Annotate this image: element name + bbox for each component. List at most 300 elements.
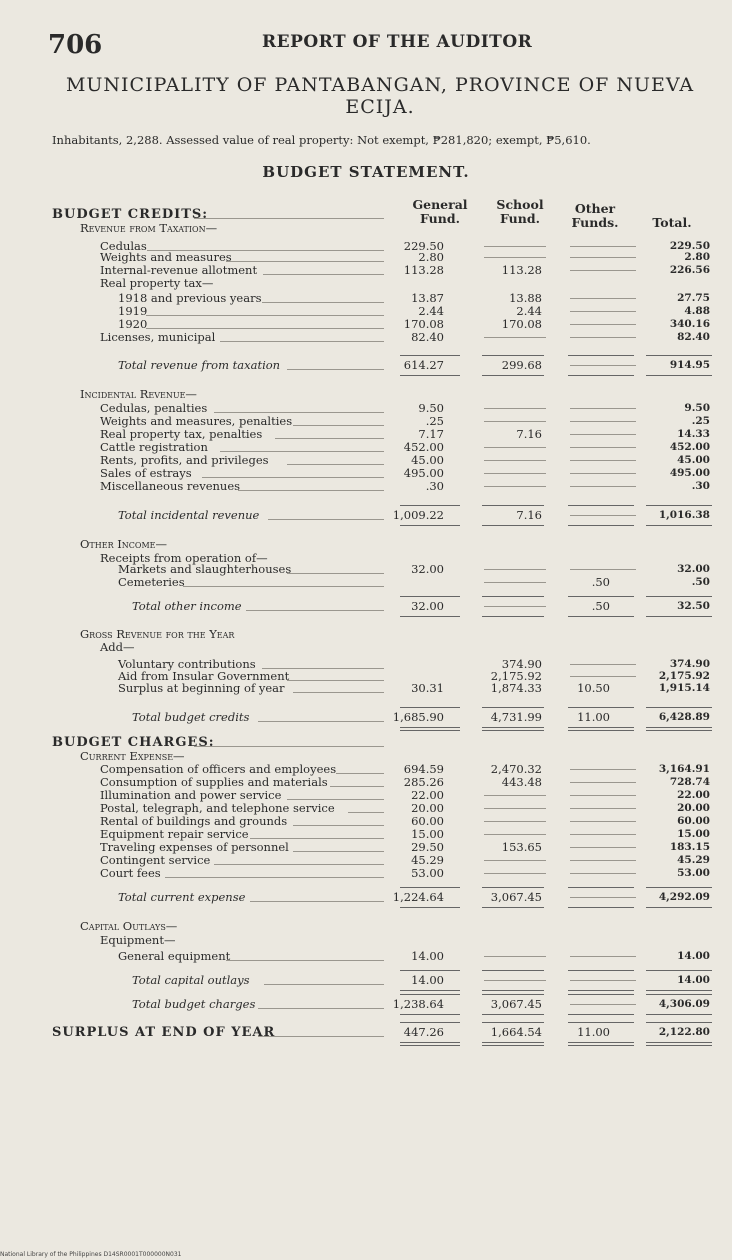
total-rule <box>482 505 544 506</box>
total-row <box>0 509 732 522</box>
cell-total: 226.56 <box>669 264 710 276</box>
cell-general: 82.40 <box>411 330 444 344</box>
cell-total: 4.88 <box>684 305 710 317</box>
cell-general: 29.50 <box>411 840 444 854</box>
empty-cell-line <box>484 795 546 796</box>
total-rule <box>646 1014 712 1015</box>
leader-line <box>194 218 384 219</box>
total-rule <box>646 616 712 617</box>
leader-line <box>250 901 384 902</box>
total-rule <box>568 1022 634 1023</box>
empty-cell-line <box>570 515 636 516</box>
running-title: REPORT OF THE AUDITOR <box>262 32 533 52</box>
cell-total: .30 <box>691 480 710 492</box>
total-rule <box>568 1042 634 1043</box>
row-label: Other Income— <box>80 537 168 551</box>
empty-cell-line <box>570 664 636 665</box>
leader-line <box>238 490 384 491</box>
double-rule <box>482 730 544 731</box>
total-rule <box>482 375 544 376</box>
row-label: BUDGET CREDITS: <box>52 207 209 222</box>
total-rule <box>400 596 460 597</box>
leader-line <box>220 451 384 452</box>
total-rule <box>568 596 634 597</box>
total-rule <box>400 375 460 376</box>
double-rule <box>646 1045 712 1046</box>
cell-total: 2,122.80 <box>658 1026 710 1038</box>
total-rule <box>646 596 712 597</box>
total-rule <box>482 970 544 971</box>
cell-general: 2.44 <box>418 304 444 318</box>
empty-cell-line <box>570 337 636 338</box>
cell-general: 14.00 <box>411 949 444 963</box>
leader-line <box>336 773 384 774</box>
scan-credit: National Library of the Philippines D14SR0001T000000N031 <box>0 1251 182 1258</box>
total-row <box>0 711 732 724</box>
leader-line <box>165 877 384 878</box>
table-row <box>0 480 732 493</box>
row-label: Total budget charges <box>132 997 256 1011</box>
total-rule <box>400 505 460 506</box>
cell-school: 7.16 <box>516 427 542 441</box>
cell-general: 13.87 <box>411 291 444 305</box>
total-rule <box>646 970 712 971</box>
table-row <box>0 292 732 305</box>
row-label: Equipment— <box>100 933 176 947</box>
leader-line <box>275 438 384 439</box>
row-label: Revenue from Taxation— <box>80 221 218 235</box>
leader-line <box>293 851 384 852</box>
row-label: Compensation of officers and employees <box>100 762 337 776</box>
empty-cell-line <box>570 246 636 247</box>
total-rule <box>568 990 634 991</box>
cell-general: 30.31 <box>411 681 444 695</box>
leader-line <box>226 261 384 262</box>
empty-cell-line <box>570 847 636 848</box>
double-rule <box>568 730 634 731</box>
cell-school: 374.90 <box>501 657 542 671</box>
cell-total: .25 <box>691 415 710 427</box>
cell-total: 82.40 <box>677 331 710 343</box>
cell-school: 7.16 <box>516 508 542 522</box>
total-rule <box>646 994 712 995</box>
section-row <box>0 736 732 749</box>
cell-school: 170.08 <box>501 317 542 331</box>
cell-total: 14.00 <box>677 974 710 986</box>
row-label: Internal-revenue allotment <box>100 263 258 277</box>
row-label: Markets and slaughterhouses <box>118 562 292 576</box>
empty-cell-line <box>570 365 636 366</box>
total-rule <box>568 970 634 971</box>
total-rule <box>400 887 460 888</box>
cell-total: 728.74 <box>669 776 710 788</box>
total-rule <box>482 616 544 617</box>
table-row <box>0 682 732 695</box>
cell-general: 452.00 <box>403 440 444 454</box>
cell-school: 2.44 <box>516 304 542 318</box>
empty-cell-line <box>570 257 636 258</box>
empty-cell-line <box>570 808 636 809</box>
cell-school: 1,874.33 <box>490 681 542 695</box>
row-label: Add— <box>100 640 135 654</box>
subsection-row <box>0 538 732 551</box>
cell-general: 495.00 <box>403 466 444 480</box>
cell-total: 45.00 <box>677 454 710 466</box>
total-rule <box>482 1022 544 1023</box>
leader-line <box>258 721 384 722</box>
cell-general: .30 <box>425 479 444 493</box>
budget-statement-title: BUDGET STATEMENT. <box>262 163 470 181</box>
row-label: Rental of buildings and grounds <box>100 814 288 828</box>
cell-total: 4,292.09 <box>658 891 710 903</box>
total-rule <box>400 1042 460 1043</box>
cell-total: 183.15 <box>669 841 710 853</box>
total-rule <box>482 727 544 728</box>
cell-school: 3,067.45 <box>490 997 542 1011</box>
row-label: Equipment repair service <box>100 827 249 841</box>
total-rule <box>482 990 544 991</box>
cell-total: 14.33 <box>677 428 710 440</box>
row-label: Contingent service <box>100 853 211 867</box>
cell-total: 340.16 <box>669 318 710 330</box>
cell-general: 229.50 <box>403 239 444 253</box>
column-header-total: Total. <box>652 215 692 230</box>
empty-cell-line <box>484 257 546 258</box>
row-label: Traveling expenses of personnel <box>100 840 289 854</box>
leader-line <box>293 425 384 426</box>
cell-general: 32.00 <box>411 599 444 613</box>
subsection-row <box>0 388 732 401</box>
row-label: Cedulas, penalties <box>100 401 208 415</box>
cell-total: 495.00 <box>669 467 710 479</box>
total-row <box>0 891 732 904</box>
cell-general: 45.29 <box>411 853 444 867</box>
cell-total: 6,428.89 <box>658 711 710 723</box>
total-rule <box>400 616 460 617</box>
cell-school: 2,175.92 <box>490 669 542 683</box>
cell-school: 4,731.99 <box>490 710 542 724</box>
cell-general: 53.00 <box>411 866 444 880</box>
leader-line <box>258 1008 384 1009</box>
empty-cell-line <box>484 569 546 570</box>
row-label: Receipts from operation of— <box>100 551 268 565</box>
row-label: Total incidental revenue <box>118 508 260 522</box>
leader-line <box>263 274 384 275</box>
leader-line <box>214 864 384 865</box>
empty-cell-line <box>570 447 636 448</box>
cell-general: 1,224.64 <box>392 890 444 904</box>
leader-line <box>250 838 384 839</box>
total-rule <box>568 994 634 995</box>
cell-general: 170.08 <box>403 317 444 331</box>
table-row <box>0 563 732 576</box>
leader-line <box>146 315 384 316</box>
total-rule <box>400 707 460 708</box>
empty-cell-line <box>570 408 636 409</box>
table-row <box>0 867 732 880</box>
total-rule <box>482 525 544 526</box>
row-label: Rents, profits, and privileges <box>100 453 269 467</box>
double-rule <box>400 1045 460 1046</box>
cell-total: 452.00 <box>669 441 710 453</box>
empty-cell-line <box>484 473 546 474</box>
empty-cell-line <box>484 246 546 247</box>
cell-general: 20.00 <box>411 801 444 815</box>
column-header-general-fund: General Fund. <box>412 197 468 226</box>
cell-general: 7.17 <box>418 427 444 441</box>
row-label: Total other income <box>132 599 242 613</box>
row-label: Real property tax— <box>100 276 214 290</box>
total-rule <box>646 1042 712 1043</box>
total-rule <box>646 505 712 506</box>
empty-cell-line <box>484 408 546 409</box>
total-rule <box>568 375 634 376</box>
cell-total: 15.00 <box>677 828 710 840</box>
total-rule <box>568 1014 634 1015</box>
empty-cell-line <box>570 873 636 874</box>
cell-general: 1,685.90 <box>392 710 444 724</box>
inhabitants-line: Inhabitants, 2,288. Assessed value of real property: Not exempt, ₱281,820; exempt, ₱5,610. <box>52 133 591 147</box>
cell-general: 1,238.64 <box>392 997 444 1011</box>
total-rule <box>568 727 634 728</box>
row-label: Weights and measures <box>100 250 232 264</box>
total-rule <box>646 707 712 708</box>
total-rule <box>646 355 712 356</box>
cell-school: 1,664.54 <box>490 1025 542 1039</box>
cell-total: 22.00 <box>677 789 710 801</box>
leader-line <box>214 412 384 413</box>
cell-general: 285.26 <box>403 775 444 789</box>
empty-cell-line <box>570 782 636 783</box>
row-label: Aid from Insular Government <box>118 669 290 683</box>
cell-total: 32.00 <box>677 563 710 575</box>
empty-cell-line <box>570 860 636 861</box>
leader-line <box>264 984 384 985</box>
total-rule <box>568 505 634 506</box>
cell-total: 2.80 <box>684 251 710 263</box>
double-rule <box>400 730 460 731</box>
leader-line <box>202 477 384 478</box>
row-label: Cedulas <box>100 239 147 253</box>
cell-total: 374.90 <box>669 658 710 670</box>
cell-general: 694.59 <box>403 762 444 776</box>
cell-total: 53.00 <box>677 867 710 879</box>
column-header-other-funds: Other Funds. <box>571 201 619 230</box>
total-rule <box>646 727 712 728</box>
total-rule <box>400 727 460 728</box>
empty-cell-line <box>484 486 546 487</box>
total-rule <box>482 907 544 908</box>
total-rule <box>646 1022 712 1023</box>
leader-line <box>287 799 384 800</box>
cell-school: 299.68 <box>501 358 542 372</box>
row-label: BUDGET CHARGES: <box>52 735 215 750</box>
cell-total: 1,915.14 <box>658 682 710 694</box>
cell-school: 3,067.45 <box>490 890 542 904</box>
empty-cell-line <box>484 421 546 422</box>
row-label: Gross Revenue for the Year <box>80 627 235 641</box>
row-label: Miscellaneous revenues <box>100 479 241 493</box>
total-rule <box>482 994 544 995</box>
table-row <box>0 277 732 290</box>
cell-general: 22.00 <box>411 788 444 802</box>
cell-general: .25 <box>425 414 444 428</box>
row-label: Cattle registration <box>100 440 208 454</box>
leader-line <box>262 302 384 303</box>
leader-line <box>220 341 384 342</box>
cell-general: 113.28 <box>403 263 444 277</box>
total-rule <box>482 596 544 597</box>
empty-cell-line <box>570 980 636 981</box>
cell-school: 13.88 <box>509 291 542 305</box>
cell-school: 113.28 <box>501 263 542 277</box>
row-label: Weights and measures, penalties <box>100 414 293 428</box>
empty-cell-line <box>570 676 636 677</box>
leader-line <box>146 328 384 329</box>
total-rule <box>646 990 712 991</box>
row-label: 1920 <box>118 317 148 331</box>
empty-cell-line <box>484 860 546 861</box>
leader-line <box>330 786 384 787</box>
empty-cell-line <box>570 473 636 474</box>
total-rule <box>400 355 460 356</box>
row-label: Total budget credits <box>132 710 250 724</box>
row-label: Consumption of supplies and materials <box>100 775 328 789</box>
leader-line <box>287 369 384 370</box>
section-row <box>0 208 732 221</box>
subsection-row <box>0 222 732 235</box>
row-label: Current Expense— <box>80 749 185 763</box>
empty-cell-line <box>484 337 546 338</box>
total-row <box>0 359 732 372</box>
total-rule <box>568 707 634 708</box>
leader-line <box>194 746 384 747</box>
row-label: Illumination and power service <box>100 788 282 802</box>
cell-total: 32.50 <box>677 600 710 612</box>
empty-cell-line <box>484 606 546 607</box>
cell-school: 2,470.32 <box>490 762 542 776</box>
total-rule <box>482 707 544 708</box>
empty-cell-line <box>484 956 546 957</box>
total-rule <box>400 970 460 971</box>
empty-cell-line <box>570 821 636 822</box>
empty-cell-line <box>570 434 636 435</box>
table-row <box>0 641 732 654</box>
empty-cell-line <box>484 447 546 448</box>
cell-general: 1,009.22 <box>392 508 444 522</box>
cell-total: 1,016.38 <box>658 509 710 521</box>
leader-line <box>268 519 384 520</box>
total-rule <box>568 355 634 356</box>
row-label: Total revenue from taxation <box>118 358 281 372</box>
leader-line <box>258 1036 384 1037</box>
cell-total: 60.00 <box>677 815 710 827</box>
row-label: Surplus at beginning of year <box>118 681 285 695</box>
subsection-row <box>0 920 732 933</box>
row-label: Incidental Revenue— <box>80 387 197 401</box>
cell-total: 20.00 <box>677 802 710 814</box>
total-row <box>0 998 732 1011</box>
row-label: Sales of estrays <box>100 466 192 480</box>
empty-cell-line <box>570 324 636 325</box>
total-rule <box>568 616 634 617</box>
total-row <box>0 974 732 987</box>
total-rule <box>646 887 712 888</box>
cell-other: 11.00 <box>577 710 610 724</box>
leader-line <box>246 610 384 611</box>
cell-other: .50 <box>591 575 610 589</box>
row-label: General equipment <box>118 949 231 963</box>
empty-cell-line <box>484 873 546 874</box>
row-label: 1918 and previous years <box>118 291 262 305</box>
cell-other: 11.00 <box>577 1025 610 1039</box>
leader-line <box>183 586 384 587</box>
total-rule <box>400 907 460 908</box>
total-rule <box>646 525 712 526</box>
cell-total: .50 <box>691 576 710 588</box>
cell-total: 14.00 <box>677 950 710 962</box>
row-label: Cemeteries <box>118 575 185 589</box>
empty-cell-line <box>570 834 636 835</box>
total-rule <box>568 907 634 908</box>
cell-general: 14.00 <box>411 973 444 987</box>
total-rule <box>400 525 460 526</box>
row-label: Voluntary contributions <box>118 657 256 671</box>
empty-cell-line <box>570 769 636 770</box>
leader-line <box>293 825 384 826</box>
cell-total: 2,175.92 <box>658 670 710 682</box>
row-label: 1919 <box>118 304 148 318</box>
row-label: Licenses, municipal <box>100 330 216 344</box>
cell-total: 3,164.91 <box>658 763 710 775</box>
empty-cell-line <box>484 582 546 583</box>
total-rule <box>482 355 544 356</box>
empty-cell-line <box>570 460 636 461</box>
cell-total: 9.50 <box>684 402 710 414</box>
cell-general: 45.00 <box>411 453 444 467</box>
total-rule <box>646 375 712 376</box>
cell-general: 614.27 <box>403 358 444 372</box>
cell-general: 2.80 <box>418 250 444 264</box>
empty-cell-line <box>484 460 546 461</box>
empty-cell-line <box>570 1004 636 1005</box>
row-label: Court fees <box>100 866 161 880</box>
row-label: SURPLUS AT END OF YEAR <box>52 1025 276 1040</box>
leader-line <box>287 464 384 465</box>
empty-cell-line <box>570 486 636 487</box>
cell-general: 60.00 <box>411 814 444 828</box>
row-label: Total capital outlays <box>132 973 250 987</box>
double-rule <box>482 1045 544 1046</box>
leader-line <box>287 680 384 681</box>
table-row <box>0 305 732 318</box>
municipality-title: MUNICIPALITY OF PANTABANGAN, PROVINCE OF NUEVA ECIJA. <box>65 74 695 118</box>
total-rule <box>482 1042 544 1043</box>
empty-cell-line <box>570 421 636 422</box>
table-row <box>0 576 732 589</box>
total-rule <box>482 887 544 888</box>
cell-other: 10.50 <box>577 681 610 695</box>
total-rule <box>482 1014 544 1015</box>
cell-general: 32.00 <box>411 562 444 576</box>
leader-line <box>226 960 384 961</box>
page-number: 706 <box>48 30 103 60</box>
cell-general: 9.50 <box>418 401 444 415</box>
cell-total: 914.95 <box>669 359 710 371</box>
double-rule <box>646 730 712 731</box>
total-rule <box>400 1014 460 1015</box>
row-label: Total current expense <box>118 890 246 904</box>
